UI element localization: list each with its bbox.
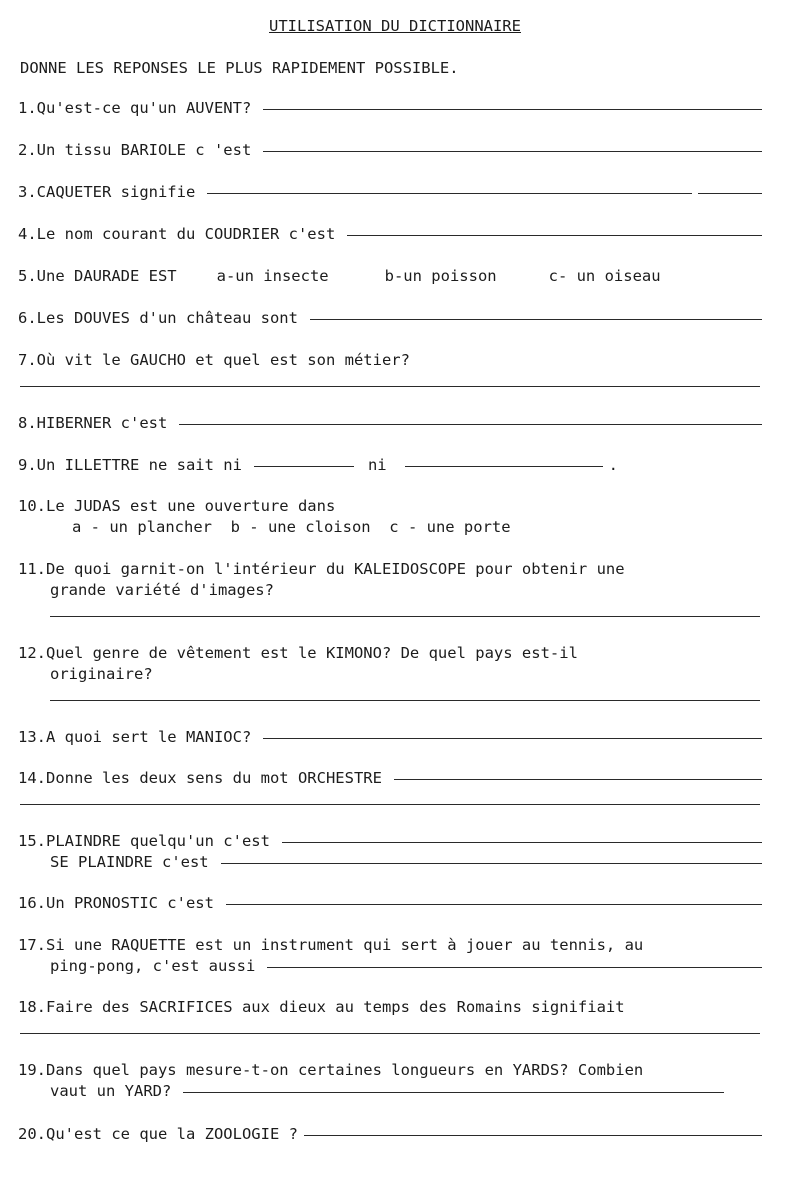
question-3 <box>18 182 762 203</box>
question-19 <box>18 1060 762 1081</box>
answer-line-15b[interactable] <box>221 863 762 864</box>
question-12 <box>18 643 762 664</box>
question-19-text-1: 19.Dans quel pays mesure-t-on certaines longueurs en YARDS? Combien <box>18 1061 644 1079</box>
question-11 <box>18 559 762 580</box>
question-9 <box>18 455 762 476</box>
answer-line-12[interactable] <box>50 700 760 701</box>
answer-line-6[interactable] <box>310 319 762 320</box>
question-2 <box>18 140 762 161</box>
question-17-text-2: ping-pong, c'est aussi <box>50 957 256 975</box>
question-7 <box>18 350 762 371</box>
options-10[interactable]: a - un plancher b - une cloison c - une porte <box>72 518 511 536</box>
question-14 <box>18 768 762 789</box>
question-11-cont <box>50 580 762 601</box>
question-17-text-1: 17.Si une RAQUETTE est un instrument qui sert à jouer au tennis, au <box>18 936 644 954</box>
question-5 <box>18 266 762 287</box>
answer-line-17[interactable] <box>267 967 762 968</box>
question-1 <box>18 98 762 119</box>
answer-line-15a[interactable] <box>282 842 762 843</box>
question-8-text: 8.HIBERNER c'est <box>18 414 168 432</box>
question-15-text-1: 15.PLAINDRE quelqu'un c'est <box>18 832 270 850</box>
question-6 <box>18 308 762 329</box>
answer-line-8[interactable] <box>179 424 762 425</box>
question-5-text: 5.Une DAURADE EST <box>18 267 177 285</box>
answer-line-11[interactable] <box>50 616 760 617</box>
answer-line-4[interactable] <box>347 235 762 236</box>
question-6-text: 6.Les DOUVES d'un château sont <box>18 309 298 327</box>
answer-line-7[interactable] <box>20 386 760 387</box>
question-19-text-2: vaut un YARD? <box>50 1082 172 1100</box>
question-10-text: 10.Le JUDAS est une ouverture dans <box>18 497 336 515</box>
question-20 <box>18 1124 762 1145</box>
option-5a[interactable]: a-un insecte <box>216 267 329 285</box>
question-18 <box>18 997 762 1018</box>
question-16-text: 16.Un PRONOSTIC c'est <box>18 894 214 912</box>
question-10-options <box>72 517 762 538</box>
question-1-text: 1.Qu'est-ce qu'un AUVENT? <box>18 99 252 117</box>
answer-line-20[interactable] <box>304 1135 762 1136</box>
answer-line-9a[interactable] <box>254 466 354 467</box>
question-7-text: 7.Où vit le GAUCHO et quel est son métier? <box>18 351 410 369</box>
question-13-text: 13.A quoi sert le MANIOC? <box>18 728 252 746</box>
question-2-text: 2.Un tissu BARIOLE c 'est <box>18 141 252 159</box>
question-16 <box>18 893 762 914</box>
question-18-text: 18.Faire des SACRIFICES aux dieux au temps des Romains signifiait <box>18 998 625 1016</box>
option-5b[interactable]: b-un poisson <box>384 267 497 285</box>
question-13 <box>18 727 762 748</box>
answer-line-3a[interactable] <box>207 193 692 194</box>
question-9-ni: ni <box>367 456 387 474</box>
answer-line-16[interactable] <box>226 904 762 905</box>
question-8 <box>18 413 762 434</box>
question-17 <box>18 935 762 956</box>
question-11-text-2: grande variété d'images? <box>50 581 274 599</box>
question-11-text-1: 11.De quoi garnit-on l'intérieur du KALEIDOSCOPE pour obtenir une <box>18 560 625 578</box>
question-4-text: 4.Le nom courant du COUDRIER c'est <box>18 225 336 243</box>
question-12-text-1: 12.Quel genre de vêtement est le KIMONO? De quel pays est-il <box>18 644 578 662</box>
answer-line-1[interactable] <box>263 109 762 110</box>
question-15 <box>18 831 762 852</box>
question-19-cont <box>50 1081 724 1102</box>
question-12-text-2: originaire? <box>50 665 153 683</box>
answer-line-18[interactable] <box>20 1033 760 1034</box>
question-4 <box>18 224 762 245</box>
answer-line-2[interactable] <box>263 151 762 152</box>
answer-line-13[interactable] <box>263 738 762 739</box>
question-9-end: . <box>608 456 618 474</box>
instruction-text: DONNE LES REPONSES LE PLUS RAPIDEMENT POSSIBLE. <box>20 59 459 77</box>
question-9-text: 9.Un ILLETTRE ne sait ni <box>18 456 242 474</box>
worksheet-title: UTILISATION DU DICTIONNAIRE <box>269 17 521 35</box>
answer-line-3b[interactable] <box>698 193 762 194</box>
option-5c[interactable]: c- un oiseau <box>548 267 661 285</box>
question-15-cont <box>50 852 762 873</box>
answer-line-14b[interactable] <box>20 804 760 805</box>
question-14-text: 14.Donne les deux sens du mot ORCHESTRE <box>18 769 382 787</box>
question-10 <box>18 496 762 517</box>
question-3-text: 3.CAQUETER signifie <box>18 183 196 201</box>
question-12-cont <box>50 664 762 685</box>
answer-line-9b[interactable] <box>405 466 603 467</box>
answer-line-14a[interactable] <box>394 779 762 780</box>
answer-line-19[interactable] <box>183 1092 724 1093</box>
question-17-cont <box>50 956 762 977</box>
question-20-text: 20.Qu'est ce que la ZOOLOGIE ? <box>18 1125 298 1143</box>
question-15-text-2: SE PLAINDRE c'est <box>50 853 209 871</box>
